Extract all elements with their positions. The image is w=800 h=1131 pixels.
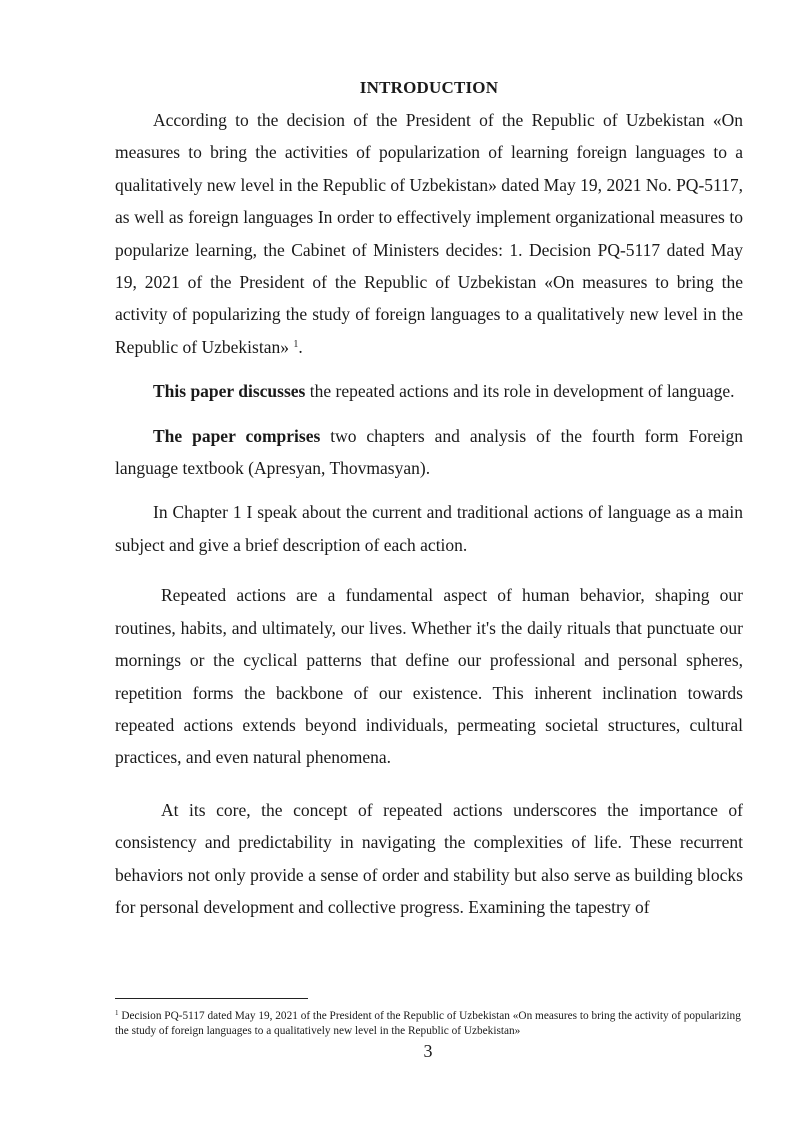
bold-lead: This paper discusses bbox=[153, 381, 306, 402]
footnote bbox=[115, 1009, 743, 1039]
footnote-marker: 1 bbox=[115, 1009, 119, 1017]
paragraph-core-concept: At its core, the concept of repeated actions underscores the importance of consistency and predictability in navigating the complexities of life. These recurrent behaviors not only provide a sense of order and stability but also serve as building blocks for personal development and collective progress. Examining the tapestry of bbox=[115, 799, 743, 917]
paragraph-text: According to the decision of the President of the Republic of Uzbekistan «On measures to bring the activities of popularization of learning foreign languages to a qualitatively new level in the Republic of Uzbekistan» dated May 19, 2021 No. PQ-5117, as well as foreign languages In order to effectively implement organizational measures to popularize learning, the Cabinet of Ministers decides: 1. Decision PQ-5117 dated May 19, 2021 of the President of the Republic of Uzbekistan «On measures to bring the activity of popularizing the study of foreign languages to a qualitatively new level in the Republic of Uzbekistan» bbox=[115, 110, 743, 357]
footnote-divider bbox=[115, 998, 308, 999]
page-number: 3 bbox=[423, 1041, 433, 1061]
bold-lead: The paper comprises bbox=[153, 425, 321, 446]
footnote-reference[interactable]: 1 bbox=[293, 338, 299, 350]
paragraph-discusses bbox=[115, 375, 743, 407]
intro-paragraph-decision bbox=[115, 104, 743, 363]
document-page bbox=[115, 74, 743, 923]
footnote-text: Decision PQ-5117 dated May 19, 2021 of the President of the Republic of Uzbekistan «On measures to bring the activity of popularizing the study of foreign languages to a qualitatively new level in the Republic of Uzbekistan» bbox=[115, 1010, 741, 1037]
page-title: INTRODUCTION bbox=[359, 78, 499, 97]
paragraph-text: two chapters and analysis of the fourth form Foreign language textbook (Apresyan, Thovmasyan). bbox=[115, 425, 744, 479]
paragraph-repeated-actions: Repeated actions are a fundamental aspect of human behavior, shaping our routines, habits, and ultimately, our lives. Whether it's the daily rituals that punctuate our mornings or the cyclical patterns that define our professional and personal spheres, repetition forms the backbone of our existence. This inherent inclination towards repeated actions extends beyond individuals, permeating societal structures, cultural practices, and even natural phenomena. bbox=[115, 585, 743, 768]
paragraph-text: the repeated actions and its role in development of language. bbox=[305, 381, 735, 402]
paragraph-chapter-one: In Chapter 1 I speak about the current and traditional actions of language as a main subject and give a brief description of each action. bbox=[115, 502, 743, 555]
paragraph-end: . bbox=[298, 336, 303, 357]
paragraph-comprises bbox=[115, 420, 743, 485]
